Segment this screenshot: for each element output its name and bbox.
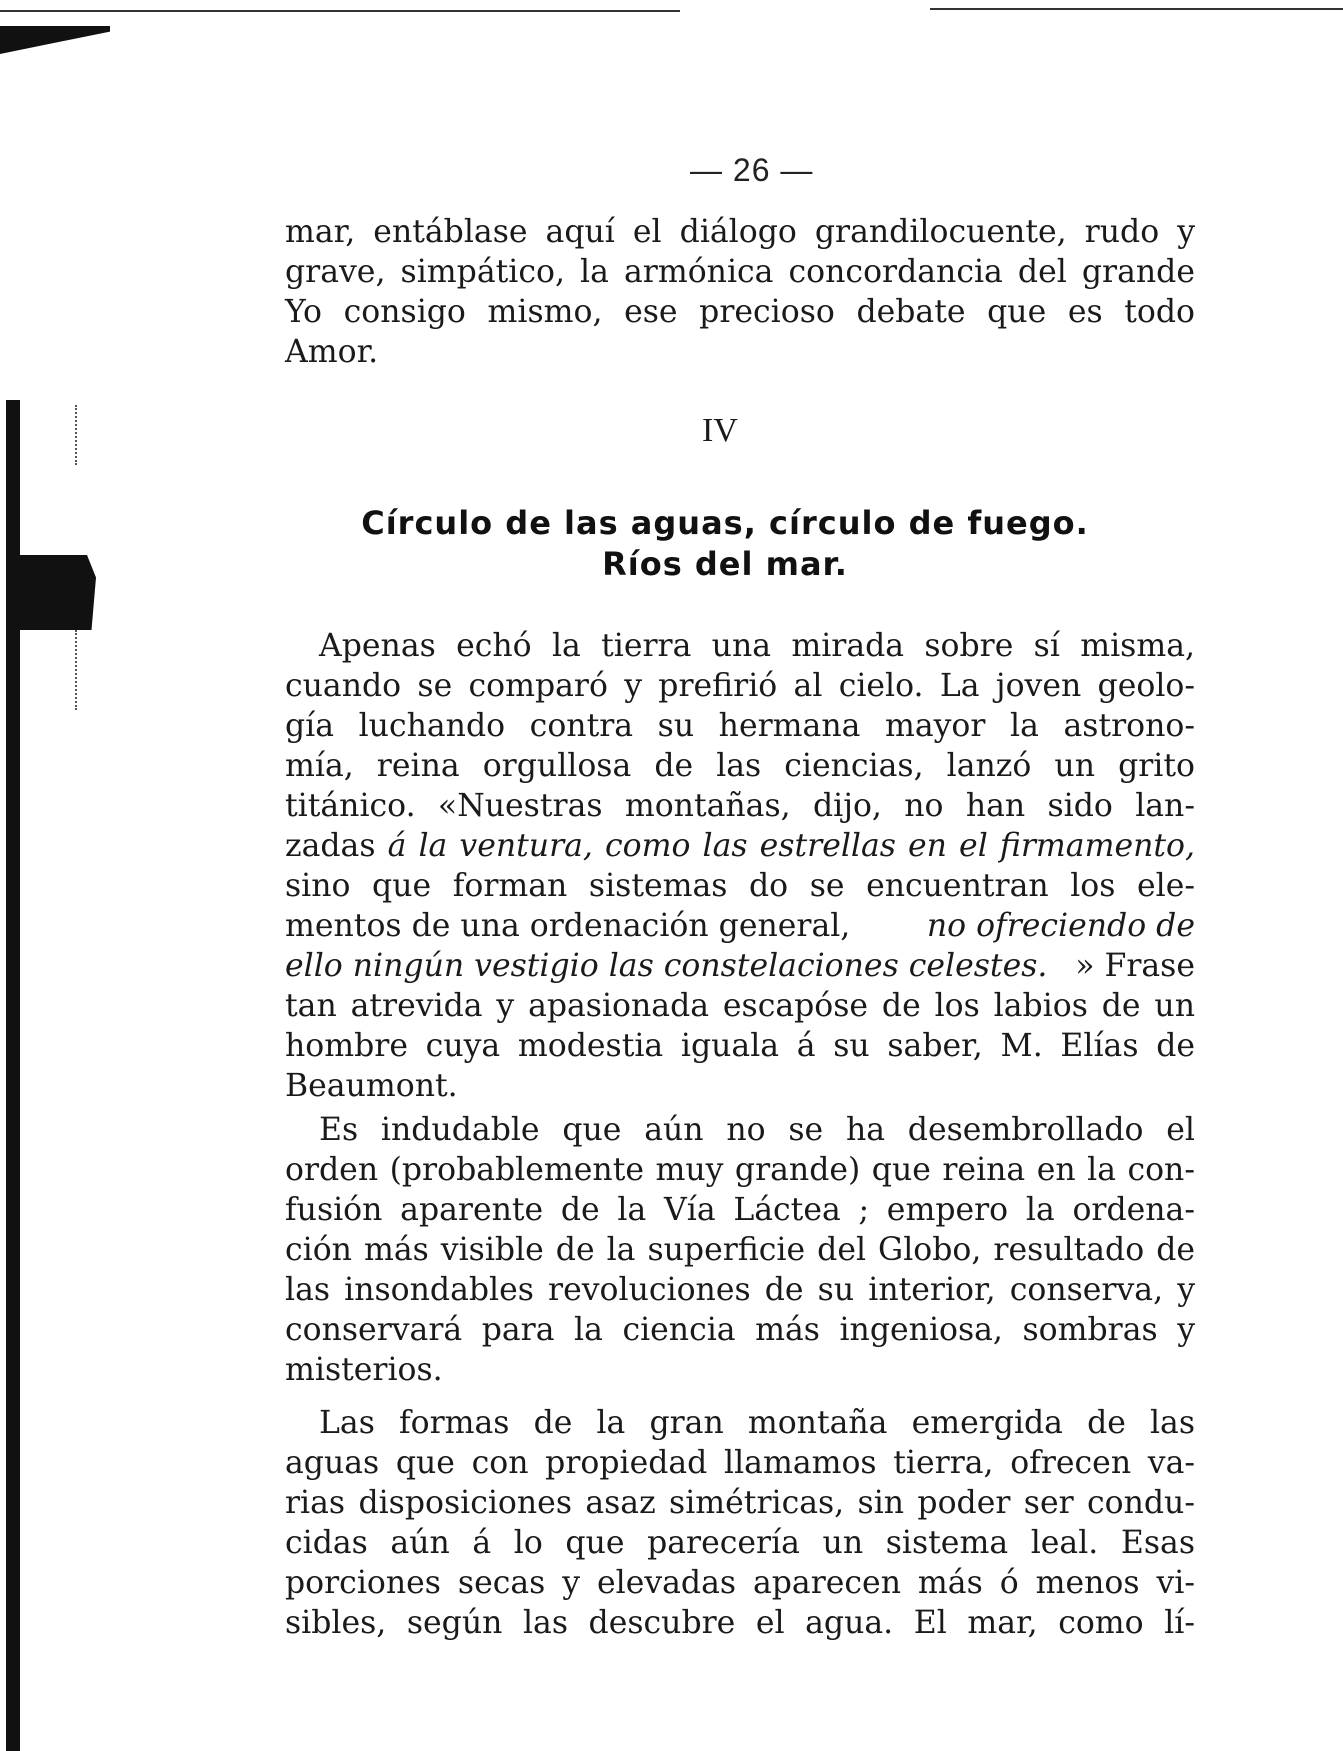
- italic-span: á la ventura, como las estrellas en el firmamento,: [387, 828, 1196, 864]
- text-line: fusión aparente de la Vía Láctea ; empero la ordena-: [285, 1192, 1195, 1228]
- text-line: titánico. «Nuestras montañas, dijo, no han sido lan-: [285, 788, 1195, 824]
- text-line: rias disposiciones asaz simétricas, sin poder ser condu-: [285, 1485, 1195, 1521]
- text-line: [285, 826, 1195, 866]
- scan-corner-shadow: [0, 26, 110, 54]
- text-line: mía, reina orgullosa de las ciencias, lanzó un grito: [285, 748, 1195, 784]
- text-span: zadas: [285, 828, 388, 864]
- text-line: Beaumont.: [285, 1068, 458, 1104]
- text-line: ción más visible de la superficie del Globo, resultado de: [285, 1232, 1195, 1268]
- binding-dots: [75, 630, 97, 710]
- binding-dots: [75, 405, 97, 465]
- text-line: tan atrevida y apasionada escapóse de los labios de un: [285, 988, 1195, 1024]
- paragraph-2: [285, 1110, 1195, 1390]
- continuation-paragraph: [285, 212, 1195, 372]
- text-line: sino que forman sistemas do se encuentran los ele-: [285, 868, 1195, 904]
- paragraph-1: [285, 626, 1195, 1106]
- text-span: mentos de una ordenación general,: [285, 908, 851, 944]
- chapter-heading-line1: Círculo de las aguas, círculo de fuego.: [361, 504, 1089, 542]
- text-line: las insondables revoluciones de su interior, conserva, y: [285, 1272, 1195, 1308]
- scan-edge-line: [0, 10, 680, 12]
- text-line: aguas que con propiedad llamamos tierra, ofrecen va-: [285, 1445, 1195, 1481]
- italic-span: no ofreciendo de: [926, 908, 1195, 944]
- text-line: misterios.: [285, 1352, 443, 1388]
- text-line: Es indudable que aún no se ha desembrollado el: [319, 1112, 1195, 1148]
- text-line: Apenas echó la tierra una mirada sobre sí misma,: [319, 628, 1195, 664]
- paragraph-3: [285, 1403, 1195, 1643]
- text-line: sibles, según las descubre el agua. El mar, como lí-: [285, 1605, 1195, 1641]
- text-line: Amor.: [285, 334, 379, 370]
- text-line: cidas aún á lo que parecería un sistema leal. Esas: [285, 1525, 1195, 1561]
- text-span: » Frase: [1075, 948, 1195, 984]
- italic-span: ello ningún vestigio las constelaciones celestes.: [285, 948, 1048, 984]
- text-line: cuando se comparó y prefirió al cielo. La joven geolo-: [285, 668, 1195, 704]
- text-line: Las formas de la gran montaña emergida de las: [319, 1405, 1195, 1441]
- text-line: orden (probablemente muy grande) que reina en la con-: [285, 1152, 1195, 1188]
- text-line: [285, 906, 1195, 946]
- text-line: [285, 946, 1195, 986]
- text-line: Yo consigo mismo, ese precioso debate que es todo: [285, 294, 1195, 330]
- text-line: conservará para la ciencia más ingeniosa, sombras y: [285, 1312, 1195, 1348]
- text-line: gía luchando contra su hermana mayor la astrono-: [285, 708, 1195, 744]
- text-line: grave, simpático, la armónica concordancia del grande: [285, 254, 1195, 290]
- text-line: hombre cuya modestia iguala á su saber, M. Elías de: [285, 1028, 1195, 1064]
- page-number: — 26 —: [690, 152, 814, 188]
- binding-shadow-block: [6, 555, 96, 630]
- scan-edge-line: [930, 8, 1343, 10]
- text-line: mar, entáblase aquí el diálogo grandilocuente, rudo y: [285, 214, 1195, 250]
- chapter-heading-line2: Ríos del mar.: [602, 545, 848, 583]
- chapter-numeral: IV: [702, 412, 738, 449]
- text-line: porciones secas y elevadas aparecen más ó menos vi-: [285, 1565, 1195, 1601]
